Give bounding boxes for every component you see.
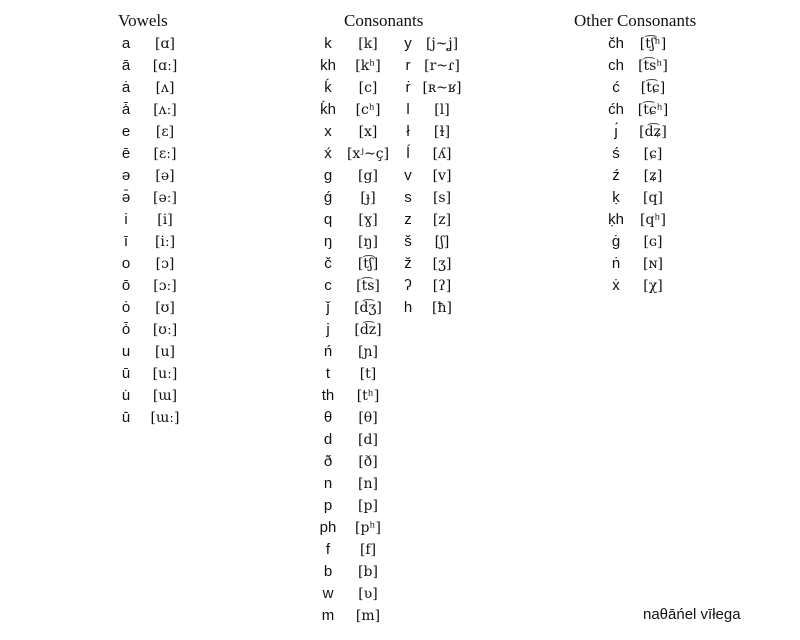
phoneme-ipa: [v] <box>432 168 452 184</box>
phoneme-ipa: [ɯ] <box>152 388 178 404</box>
phoneme-letter: ṙ <box>405 79 411 96</box>
phoneme-letter: ḳ <box>612 189 620 206</box>
phoneme-ipa: [uː] <box>152 366 178 382</box>
phoneme-row <box>306 33 406 55</box>
phoneme-letter: ǡ <box>121 101 131 118</box>
phoneme-row <box>106 275 196 297</box>
phoneme-ipa: [ɲ] <box>358 344 378 360</box>
phoneme-row <box>306 121 406 143</box>
phoneme-ipa: [xʲ~ç] <box>346 146 390 162</box>
phoneme-letter: č <box>324 255 332 272</box>
phoneme-ipa: [ɟ] <box>360 190 376 206</box>
phoneme-letter: j <box>326 321 330 338</box>
phoneme-row <box>594 165 684 187</box>
phoneme-ipa: [ə] <box>155 168 175 184</box>
phoneme-letter: d <box>323 431 333 448</box>
phoneme-ipa: [əː] <box>153 190 177 206</box>
phoneme-ipa: [ɫ] <box>433 124 451 140</box>
phoneme-letter: c <box>324 277 332 294</box>
phoneme-letter: ȱ <box>121 321 131 338</box>
phoneme-letter: θ <box>323 409 333 426</box>
phoneme-ipa: [d] <box>358 432 378 448</box>
phoneme-letter: t <box>325 365 331 382</box>
author-signature: naθāńel vīłega <box>643 606 741 623</box>
consonants-list-col2 <box>394 33 474 319</box>
phoneme-letter: u̇ <box>121 387 131 404</box>
phoneme-row <box>394 297 474 319</box>
phoneme-ipa: [t͡s] <box>356 278 380 294</box>
phoneme-row <box>106 121 196 143</box>
phoneme-letter: m <box>321 607 335 624</box>
phoneme-letter: ś <box>612 145 620 162</box>
phoneme-letter: i <box>124 211 128 228</box>
phoneme-row <box>306 451 406 473</box>
phoneme-letter: p <box>323 497 333 514</box>
phoneme-letter: ḱh <box>320 101 336 118</box>
phoneme-ipa: [t͡sʰ] <box>638 58 668 74</box>
phoneme-row <box>306 275 406 297</box>
phoneme-ipa: [f] <box>359 542 377 558</box>
phoneme-ipa: [t͡ɕ] <box>640 80 666 96</box>
phoneme-row <box>394 77 474 99</box>
phoneme-row <box>106 77 196 99</box>
phoneme-row <box>106 55 196 77</box>
phoneme-row <box>106 99 196 121</box>
phoneme-row <box>306 473 406 495</box>
phoneme-row <box>306 187 406 209</box>
phoneme-ipa: [p] <box>358 498 378 514</box>
phoneme-row <box>306 385 406 407</box>
phoneme-letter: ū̇ <box>121 409 131 426</box>
phoneme-ipa: [ɣ] <box>358 212 378 228</box>
phoneme-letter: š <box>404 233 412 250</box>
phoneme-row <box>306 209 406 231</box>
phoneme-row <box>306 253 406 275</box>
phoneme-ipa: [ʎ] <box>432 146 452 162</box>
phoneme-ipa: [ʃ] <box>434 234 450 250</box>
phoneme-letter: ź <box>612 167 620 184</box>
phoneme-ipa: [ɔ] <box>155 256 175 272</box>
phoneme-ipa: [ʑ] <box>643 168 663 184</box>
phoneme-row <box>594 33 684 55</box>
phoneme-row <box>594 99 684 121</box>
phoneme-letter: ĺ <box>406 145 410 162</box>
vowels-heading: Vowels <box>118 11 168 30</box>
phoneme-ipa: [ɕ] <box>643 146 663 162</box>
phoneme-row <box>394 55 474 77</box>
phoneme-ipa: [d͡z] <box>354 322 382 338</box>
phoneme-letter: ȷ́ <box>614 123 618 140</box>
phoneme-row <box>306 143 406 165</box>
phoneme-ipa: [qʰ] <box>640 212 666 228</box>
phoneme-ipa: [i] <box>157 212 173 228</box>
phoneme-row <box>594 121 684 143</box>
phoneme-letter: ćh <box>608 101 624 118</box>
phoneme-ipa: [j~ʝ] <box>425 36 459 52</box>
phoneme-row <box>106 341 196 363</box>
phoneme-letter: ć <box>612 79 620 96</box>
phoneme-letter: ł <box>406 123 410 140</box>
phoneme-ipa: [k] <box>358 36 378 52</box>
phoneme-row <box>306 99 406 121</box>
phoneme-ipa: [g] <box>358 168 378 184</box>
phoneme-row <box>394 209 474 231</box>
phoneme-row <box>106 33 196 55</box>
phoneme-ipa: [ɯː] <box>150 410 180 426</box>
phoneme-letter: ń <box>323 343 333 360</box>
phoneme-letter: a <box>121 35 131 52</box>
phoneme-ipa: [m] <box>355 608 381 624</box>
phoneme-row <box>306 561 406 583</box>
phoneme-letter: ch <box>608 57 624 74</box>
phoneme-row <box>306 429 406 451</box>
phoneme-letter: z <box>404 211 412 228</box>
phoneme-ipa: [b] <box>358 564 378 580</box>
phoneme-ipa: [χ] <box>643 278 663 294</box>
phoneme-letter: ð <box>323 453 333 470</box>
phoneme-row <box>394 187 474 209</box>
phoneme-ipa: [ɑ] <box>155 36 175 52</box>
phoneme-letter: x <box>324 123 332 140</box>
phoneme-row <box>306 55 406 77</box>
phoneme-row <box>594 143 684 165</box>
phoneme-row <box>306 583 406 605</box>
phoneme-row <box>394 165 474 187</box>
phoneme-letter: ŋ <box>323 233 333 250</box>
phoneme-row <box>394 143 474 165</box>
phoneme-letter: f <box>325 541 331 558</box>
phoneme-ipa: [ɢ] <box>643 234 663 250</box>
phoneme-ipa: [ɔː] <box>153 278 177 294</box>
phoneme-ipa: [ʊ] <box>155 300 175 316</box>
phoneme-letter: kh <box>320 57 336 74</box>
phoneme-ipa: [ʔ] <box>432 278 452 294</box>
phoneme-letter: n <box>323 475 333 492</box>
phoneme-ipa: [ʋ] <box>358 586 378 602</box>
phoneme-row <box>106 385 196 407</box>
phoneme-ipa: [l] <box>434 102 450 118</box>
phoneme-letter: ā <box>121 57 131 74</box>
phoneme-row <box>306 539 406 561</box>
phoneme-row <box>594 187 684 209</box>
phoneme-letter: b <box>323 563 333 580</box>
phoneme-letter: q <box>323 211 333 228</box>
phoneme-ipa: [kʰ] <box>355 58 381 74</box>
phoneme-ipa: [d͡ʑ] <box>639 124 667 140</box>
phoneme-ipa: [ɑː] <box>152 58 178 74</box>
phoneme-row <box>394 231 474 253</box>
phoneme-letter: ġ <box>611 233 621 250</box>
phoneme-letter: ḳh <box>608 211 624 228</box>
phoneme-letter: v <box>404 167 412 184</box>
phoneme-letter: l <box>406 101 410 118</box>
phoneme-row <box>106 407 196 429</box>
phoneme-row <box>306 605 406 627</box>
phoneme-ipa: [tʰ] <box>356 388 380 404</box>
phoneme-letter: ǰ <box>326 299 330 316</box>
phoneme-row <box>106 187 196 209</box>
phoneme-letter: ẋ <box>612 277 620 294</box>
phoneme-ipa: [ŋ] <box>358 234 378 250</box>
phoneme-row <box>306 165 406 187</box>
phoneme-row <box>106 253 196 275</box>
phoneme-row <box>594 275 684 297</box>
phoneme-letter: u <box>121 343 131 360</box>
phoneme-row <box>394 33 474 55</box>
phoneme-row <box>106 209 196 231</box>
vowels-list <box>106 33 196 429</box>
phoneme-letter: o <box>121 255 131 272</box>
phoneme-row <box>306 77 406 99</box>
phoneme-row <box>106 231 196 253</box>
phoneme-ipa: [x] <box>358 124 378 140</box>
other-consonants-heading: Other Consonants <box>574 11 697 30</box>
phoneme-ipa: [z] <box>432 212 452 228</box>
phoneme-ipa: [t͡ʃʰ] <box>639 36 667 52</box>
phoneme-row <box>394 121 474 143</box>
phoneme-ipa: [ʌ] <box>155 80 175 96</box>
phoneme-letter: ī <box>123 233 129 250</box>
phoneme-letter: s <box>404 189 412 206</box>
phoneme-letter: e <box>121 123 131 140</box>
phoneme-row <box>306 231 406 253</box>
phoneme-row <box>594 253 684 275</box>
phoneme-ipa: [s] <box>432 190 452 206</box>
phoneme-row <box>106 363 196 385</box>
phoneme-ipa: [ɛː] <box>153 146 177 162</box>
phoneme-row <box>106 143 196 165</box>
phoneme-letter: ḱ <box>324 79 332 96</box>
phoneme-row <box>306 363 406 385</box>
phoneme-letter: x́ <box>324 145 332 162</box>
phoneme-letter: ǵ <box>323 189 333 206</box>
phoneme-ipa: [t] <box>359 366 377 382</box>
consonants-heading: Consonants <box>344 11 424 30</box>
phoneme-row <box>306 341 406 363</box>
phoneme-row <box>306 407 406 429</box>
phoneme-letter: ə̄ <box>121 189 131 206</box>
other-consonants-list <box>594 33 684 297</box>
phoneme-letter: w <box>322 585 334 602</box>
phoneme-ipa: [q] <box>643 190 663 206</box>
phoneme-row <box>594 77 684 99</box>
phoneme-ipa: [u] <box>155 344 175 360</box>
phoneme-letter: ph <box>319 519 337 536</box>
phoneme-ipa: [ɛ] <box>155 124 175 140</box>
phoneme-ipa: [ħ] <box>432 300 452 316</box>
phoneme-letter: ə <box>121 167 131 184</box>
phoneme-ipa: [pʰ] <box>355 520 381 536</box>
phoneme-ipa: [cʰ] <box>355 102 381 118</box>
phoneme-row <box>594 55 684 77</box>
phoneme-ipa: [n] <box>358 476 378 492</box>
phoneme-row <box>106 319 196 341</box>
phoneme-letter: th <box>321 387 335 404</box>
consonants-list-col1 <box>306 33 406 627</box>
phoneme-letter: ž <box>404 255 412 272</box>
phoneme-ipa: [ʌː] <box>153 102 177 118</box>
phoneme-ipa: [ʒ] <box>432 256 452 272</box>
phoneme-row <box>306 517 406 539</box>
phoneme-letter: h <box>403 299 413 316</box>
phoneme-row <box>594 231 684 253</box>
phoneme-letter: čh <box>608 35 624 52</box>
phoneme-row <box>394 253 474 275</box>
phoneme-row <box>306 319 406 341</box>
phoneme-ipa: [d͡ʒ] <box>354 300 382 316</box>
phoneme-letter: k <box>324 35 332 52</box>
phoneme-letter: ū <box>121 365 131 382</box>
phoneme-row <box>394 99 474 121</box>
phoneme-ipa: [t͡ɕʰ] <box>637 102 669 118</box>
phoneme-ipa: [r~ɾ] <box>424 58 460 74</box>
phoneme-ipa: [c] <box>358 80 378 96</box>
phoneme-ipa: [ʊː] <box>152 322 178 338</box>
phoneme-row <box>594 209 684 231</box>
phoneme-letter: ē <box>121 145 131 162</box>
phoneme-ipa: [ð] <box>358 454 378 470</box>
phoneme-letter: ʔ <box>404 277 412 294</box>
phoneme-letter: ȧ <box>121 79 131 96</box>
phoneme-letter: g <box>323 167 333 184</box>
phoneme-ipa: [θ] <box>358 410 378 426</box>
phoneme-row <box>394 275 474 297</box>
phoneme-letter: ṅ <box>611 255 621 272</box>
phoneme-row <box>106 297 196 319</box>
phoneme-row <box>306 297 406 319</box>
phoneme-letter: ȯ <box>121 299 131 316</box>
phoneme-letter: ō <box>121 277 131 294</box>
phoneme-row <box>306 495 406 517</box>
phoneme-ipa: [t͡ʃ] <box>357 256 379 272</box>
phoneme-letter: r <box>405 57 411 74</box>
phoneme-row <box>106 165 196 187</box>
phoneme-ipa: [ʀ~ʁ] <box>422 80 462 96</box>
phoneme-ipa: [ɴ] <box>643 256 663 272</box>
phoneme-letter: y <box>404 35 412 52</box>
phoneme-ipa: [iː] <box>154 234 176 250</box>
